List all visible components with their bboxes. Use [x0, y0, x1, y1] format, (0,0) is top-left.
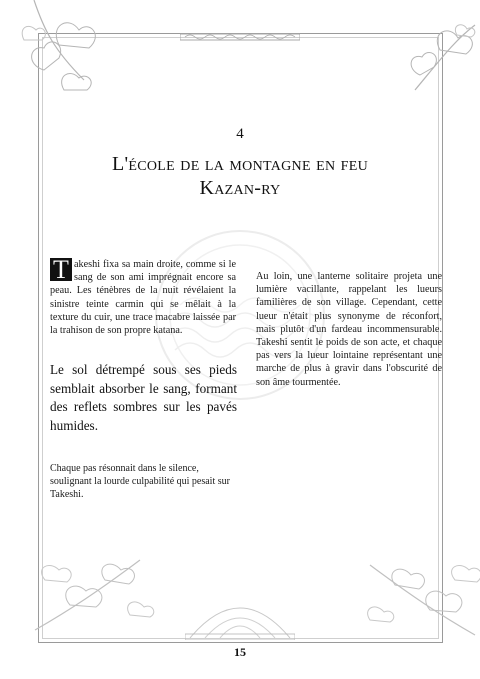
- drop-cap: T: [50, 258, 72, 281]
- bottom-ornament: [185, 590, 295, 640]
- highlighted-paragraph: Le sol détrempé sous ses pieds semblait absorber le sang, formant des reflets sombres sur les pavés humides.: [50, 362, 237, 433]
- ginkgo-ornament-bottom-right: [330, 530, 480, 645]
- ginkgo-ornament-top-right: [395, 20, 480, 100]
- chapter-subtitle: Kazan-ry: [199, 177, 281, 199]
- closing-paragraph: Chaque pas résonnait dans le silence, soulignant la lourde culpabilité qui pesait sur Takeshi.: [50, 463, 230, 501]
- left-column-paragraph: [50, 255, 236, 337]
- chapter-title: L'école de la montagne en feu: [111, 153, 369, 175]
- ginkgo-ornament-bottom-left: [30, 520, 170, 640]
- ginkgo-ornament-top-left: [14, 0, 124, 110]
- top-ornament: [180, 30, 300, 44]
- left-paragraph-text: akeshi fixa sa main droite, comme si le sang de son ami imprégnait encore sa peau. Les ténèbres de la nuit révélaient la sinistre teinte carmin qui se mêlait à la texture du cuir, une trace macabre laissée par la trahison de son propre katana.: [50, 259, 236, 337]
- right-column-paragraph: Au loin, une lanterne solitaire projeta une lumière vacillante, rappelant les lueurs familières de son village. Cependant, cette lueur n'était plus synonyme de réconfort, mais plutôt d'un fardeau incommensurable. Takeshi sentit le poids de son acte, et chaque pas vers la lueur lointaine représentant une marche de plus à gravir dans l'obscurité de son âme tourmentée.: [256, 271, 442, 388]
- chapter-number: 4: [236, 126, 244, 142]
- page-number: 15: [234, 645, 246, 659]
